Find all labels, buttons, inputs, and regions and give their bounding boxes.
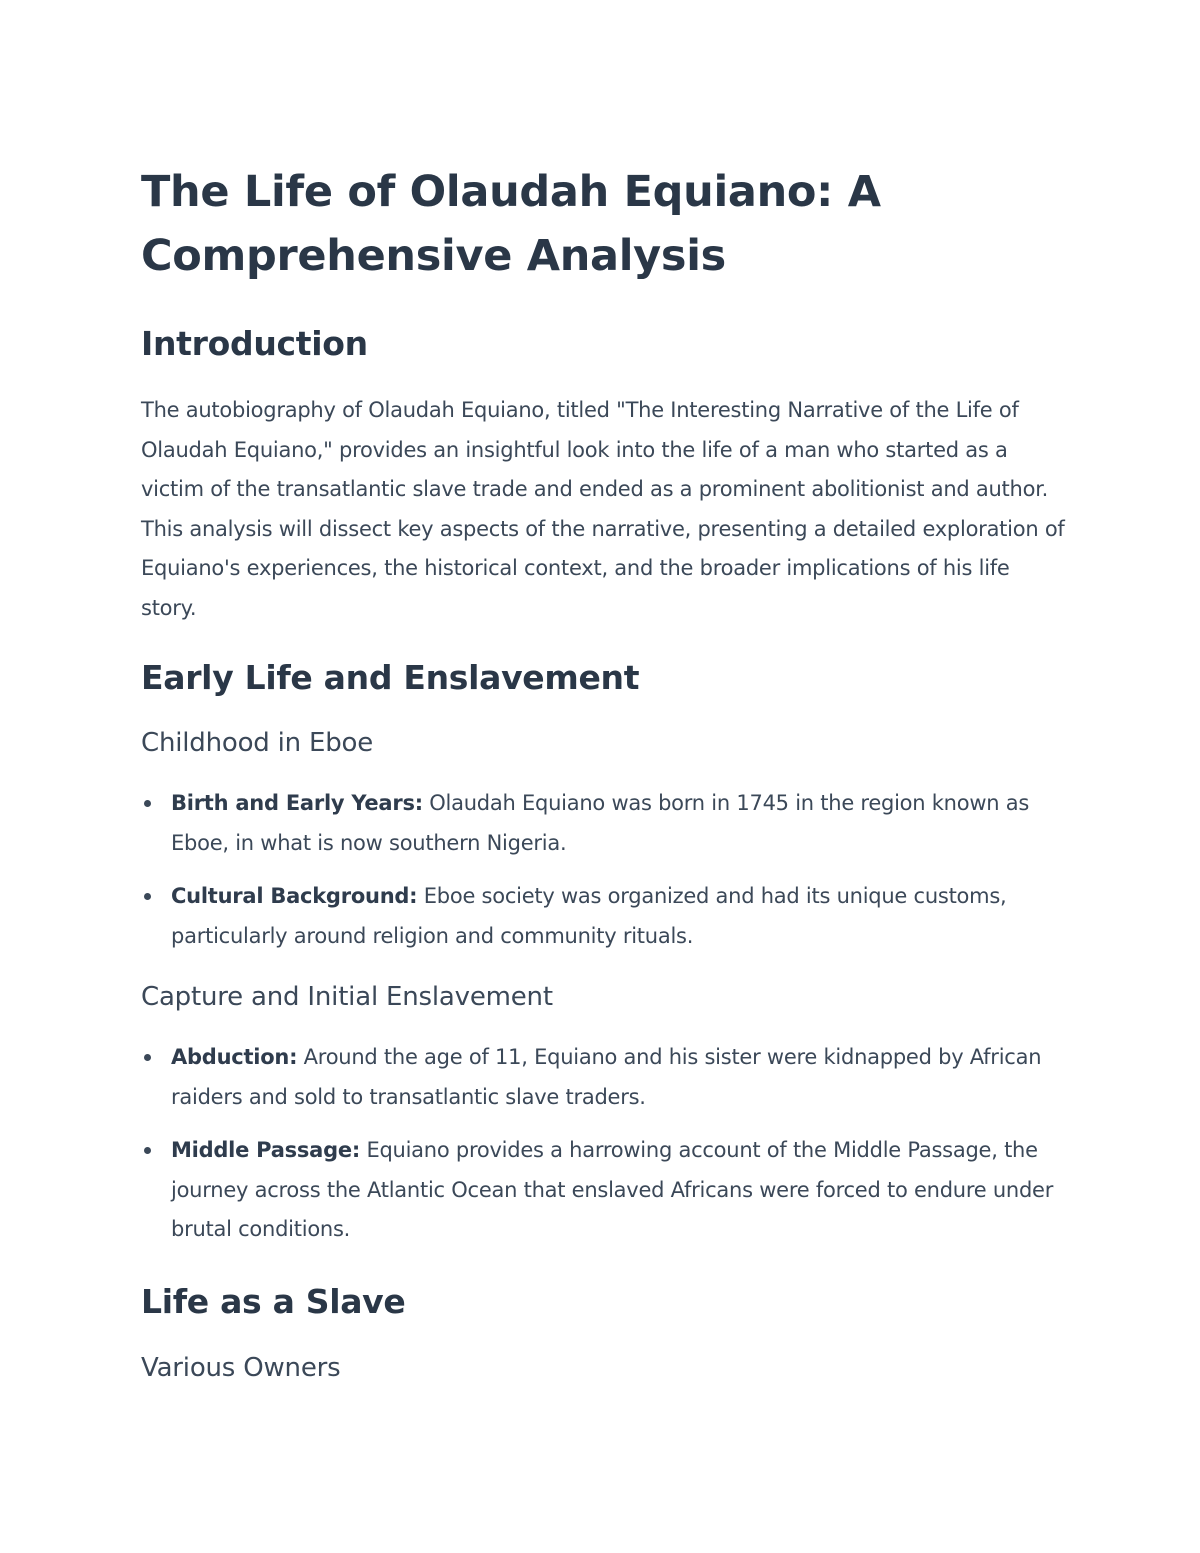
subheading-capture: Capture and Initial Enslavement <box>141 982 553 1012</box>
bullet-icon <box>144 1054 151 1061</box>
list-item-term: Cultural Background: <box>171 884 418 908</box>
list-item-text: Eboe society was organized and had its unique customs, particularly around religion and community rituals. <box>171 884 1007 948</box>
introduction-paragraph: The autobiography of Olaudah Equiano, titled "The Interesting Narrative of the Life of Olaudah Equiano," provides an insightful look into the life of a man who started as a victim of the transatlantic slave trade and ended as a prominent abolitionist and author. This analysis will dissect key aspects of the narrative, presenting a detailed exploration of Equiano's experiences, the historical context, and the broader implications of his life story. <box>141 398 1065 620</box>
section-heading-life-as-slave: Life as a Slave <box>141 1281 406 1321</box>
list-item-term: Middle Passage: <box>171 1138 361 1162</box>
list-item <box>141 784 1066 863</box>
section-heading-introduction: Introduction <box>141 324 368 363</box>
list-item <box>141 877 1066 956</box>
bullet-icon <box>144 893 151 900</box>
document-title: The Life of Olaudah Equiano: A Comprehensive Analysis <box>141 167 881 281</box>
list-item-text: Olaudah Equiano was born in 1745 in the region known as Eboe, in what is now southern Nigeria. <box>171 791 1030 855</box>
section-heading-early-life: Early Life and Enslavement <box>141 658 640 697</box>
document-page <box>141 160 1066 1388</box>
childhood-list <box>141 784 1066 956</box>
bullet-icon <box>144 800 151 807</box>
list-item <box>141 1131 1066 1250</box>
list-item-term: Birth and Early Years: <box>171 791 423 815</box>
capture-list <box>141 1038 1066 1250</box>
bullet-icon <box>144 1147 151 1154</box>
list-item <box>141 1038 1066 1117</box>
subheading-various-owners: Various Owners <box>141 1352 341 1383</box>
list-item-text: Around the age of 11, Equiano and his sister were kidnapped by African raiders and sold to transatlantic slave traders. <box>171 1045 1042 1109</box>
list-item-text: Equiano provides a harrowing account of the Middle Passage, the journey across the Atlantic Ocean that enslaved Africans were forced to endure under brutal conditions. <box>171 1138 1054 1241</box>
list-item-term: Abduction: <box>171 1045 298 1069</box>
subheading-childhood: Childhood in Eboe <box>141 728 374 758</box>
